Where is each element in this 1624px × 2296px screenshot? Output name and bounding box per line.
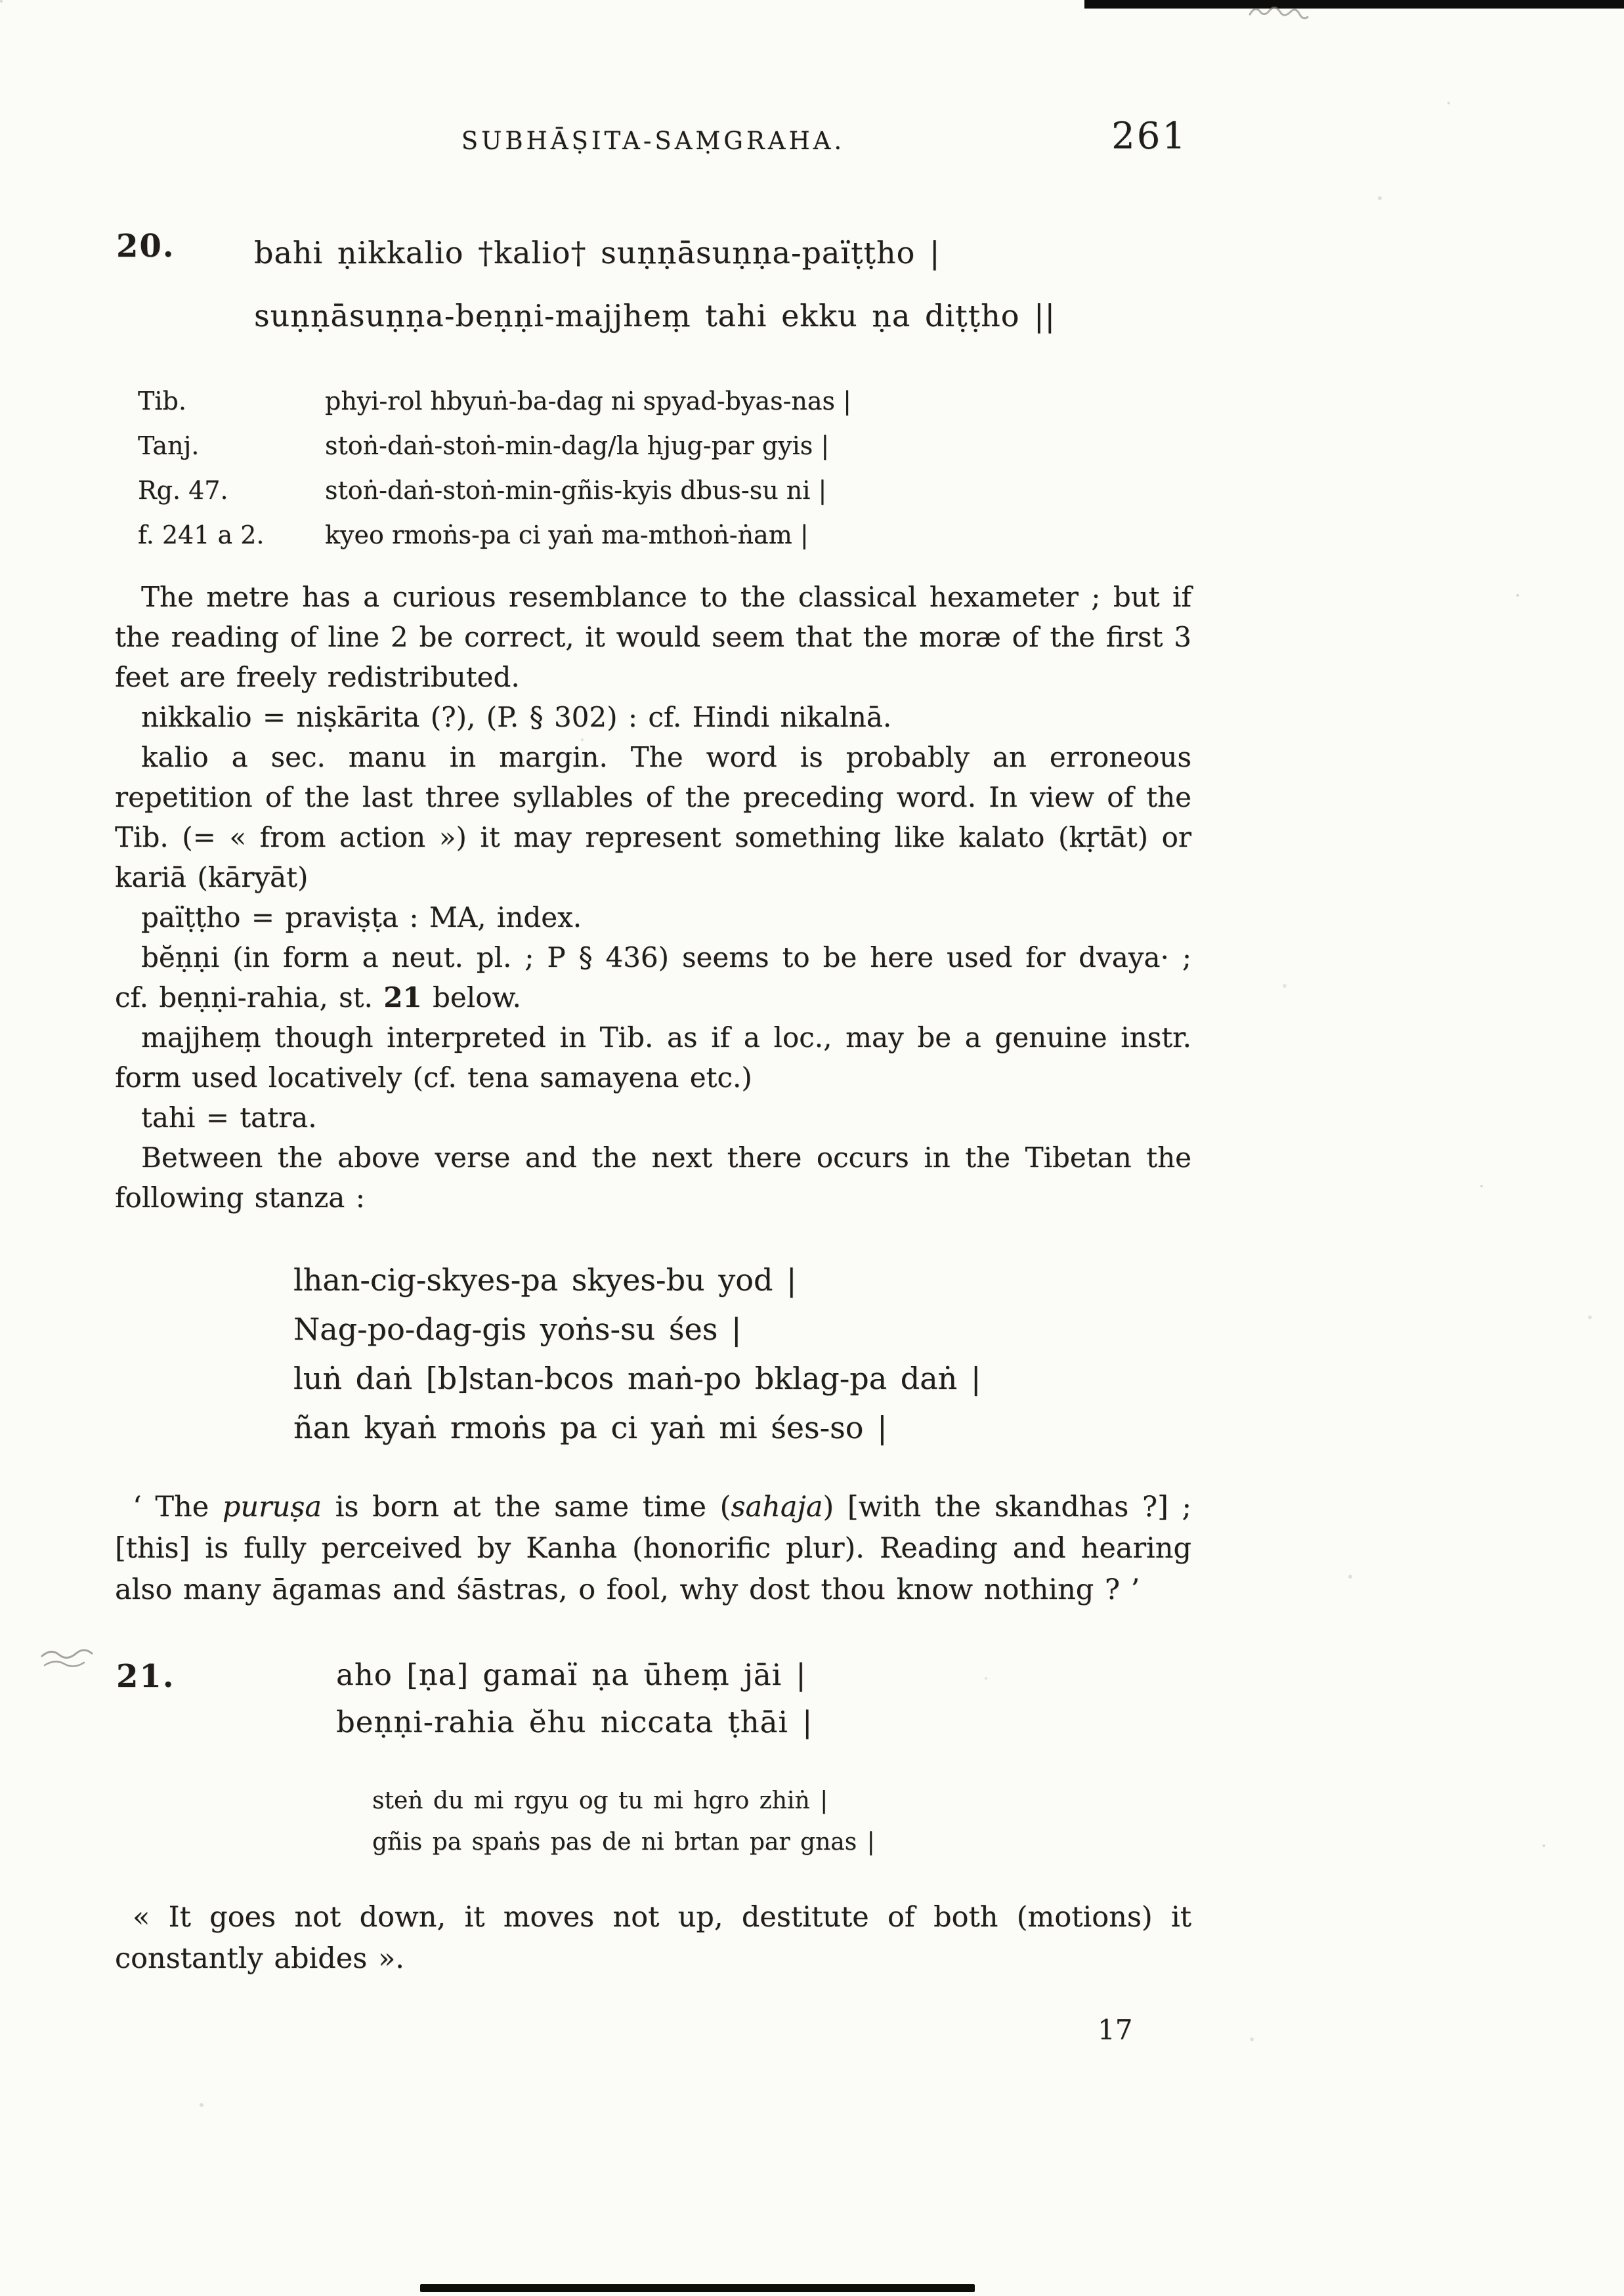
apparatus-label: Rg. 47.	[138, 476, 228, 505]
apparatus-row	[115, 379, 1191, 423]
commentary-notes	[115, 577, 1191, 1218]
translation-21: « It goes not down, it moves not up, destitute of both (motions) it constantly abides ».	[115, 1901, 1191, 1975]
sheet-signature: 17	[1098, 2014, 1133, 2046]
apparatus-text: stoṅ-daṅ-stoṅ-min-dag/la hjug-par gyis |	[325, 431, 830, 460]
stanza-line: Nag-po-dag-gis yoṅs-su śes |	[293, 1311, 742, 1347]
apparatus-label: Tib.	[138, 387, 186, 415]
tibetan-lines-21	[372, 1780, 1191, 1863]
verse-number-20: 20.	[116, 228, 175, 265]
stanza-line: lhan-cig-skyes-pa skyes-bu yod |	[293, 1262, 797, 1298]
verse-line: suṇṇāsuṇṇa-beṇṇi-majjheṃ tahi ekku ṇa diṭṭho ||	[254, 298, 1056, 333]
tibetan-line: gñis pa spaṅs pas de ni brtan par gnas |	[372, 1829, 875, 1856]
apparatus-row	[115, 513, 1191, 557]
scan-noise	[0, 0, 3, 3]
tibetan-stanza	[293, 1256, 1191, 1453]
verse-20	[254, 221, 1191, 347]
scan-artifact-pen-mark	[1247, 1, 1310, 26]
tibetan-apparatus	[115, 379, 1191, 557]
running-head	[115, 115, 1191, 167]
verse-line: bahi ṇikkalio †kalio† suṇṇāsuṇṇa-païṭṭho |	[254, 235, 941, 270]
apparatus-row	[115, 468, 1191, 513]
note-paragraph: païṭṭho = praviṣṭa : MA, index.	[141, 901, 582, 933]
apparatus-row	[115, 423, 1191, 468]
section-20	[115, 221, 1191, 347]
running-title: SUBHĀṢITA-SAṂGRAHA.	[461, 127, 845, 155]
text-block	[115, 0, 1191, 1980]
apparatus-label: Tanj.	[138, 431, 200, 460]
apparatus-text: stoṅ-daṅ-stoṅ-min-gñis-kyis dbus-su ni |	[325, 476, 827, 505]
note-paragraph: nikkalio = niṣkārita (?), (P. § 302) : cf. Hindi nikalnā.	[141, 701, 892, 733]
page-number: 261	[1111, 115, 1187, 158]
translation-20: ‘ The puruṣa is born at the same time (sahaja) [with the skandhas ?] ; [this] is fully perceived by Kanha (honorific plur). Reading and hearing also many āgamas and śāstras, o fool, why dost thou know nothing ? ’	[115, 1491, 1192, 1606]
verse-number-21: 21.	[116, 1658, 175, 1695]
scan-artifact-margin-mark	[38, 1644, 130, 1676]
verse-line: aho [ṇa] gamaï ṇa ūheṃ jāi |	[336, 1657, 807, 1692]
verse-21	[336, 1651, 1191, 1746]
note-paragraph: kalio a sec. manu in margin. The word is probably an erroneous repetition of the last three syllables of the preceding word. In view of the Tib. (= « from action ») it may represent something like kalato (kṛtāt) or kariā (kāryāt)	[115, 741, 1191, 893]
note-paragraph: majjheṃ though interpreted in Tib. as if a loc., may be a genuine instr. form used locatively (cf. tena samayena etc.)	[115, 1021, 1191, 1094]
note-paragraph: tahi = tatra.	[141, 1101, 317, 1134]
apparatus-label: f. 241 a 2.	[138, 521, 265, 549]
note-paragraph: The metre has a curious resemblance to the classical hexameter ; but if the reading of line 2 be correct, it would seem that the moræ of the first 3 feet are freely redistributed.	[115, 581, 1191, 693]
note-paragraph: Between the above verse and the next there occurs in the Tibetan the following stanza :	[115, 1141, 1191, 1214]
tibetan-line: steṅ du mi rgyu og tu mi hgro zhiṅ |	[372, 1787, 828, 1814]
apparatus-text: phyi-rol hbyuṅ-ba-dag ni spyad-byas-nas |	[325, 387, 851, 415]
apparatus-text: kyeo rmoṅs-pa ci yaṅ ma-mthoṅ-ṅam |	[325, 521, 809, 549]
scan-artifact-bottom-bar	[420, 2284, 975, 2292]
note-paragraph: bĕṇṇi (in form a neut. pl. ; P § 436) seems to be here used for dvaya· ; cf. beṇṇi-rahia, st. 21 below.	[115, 941, 1191, 1013]
stanza-line: ñan kyaṅ rmoṅs pa ci yaṅ mi śes-so |	[293, 1410, 887, 1445]
verse-line: beṇṇi-rahia ĕhu niccata ṭhāi |	[336, 1705, 813, 1739]
stanza-line: luṅ daṅ [b]stan-bcos maṅ-po bklag-pa daṅ |	[293, 1361, 981, 1396]
section-21	[115, 1651, 1191, 1746]
